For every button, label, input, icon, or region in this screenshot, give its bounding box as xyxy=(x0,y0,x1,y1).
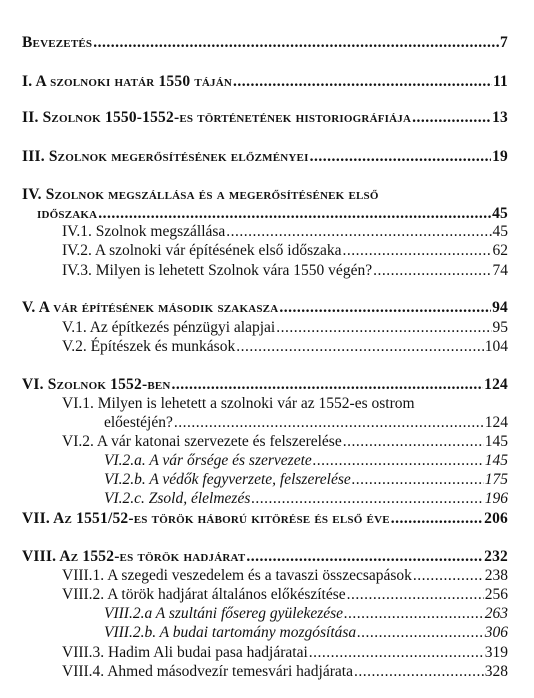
page-number: 263 xyxy=(484,605,508,622)
page-number: 256 xyxy=(484,586,508,603)
page-number: 104 xyxy=(484,338,508,355)
toc-entry[interactable] xyxy=(0,547,534,566)
toc-entry-title: VIII.3. Hadim Ali budai pasa hadjáratai xyxy=(62,644,308,661)
leader-dots xyxy=(354,662,484,681)
toc-entry-title: VI.2.c. Zsold, élelmezés xyxy=(104,490,251,507)
toc-entry-title: IV. Szolnok megszállása és a megerősítésének első xyxy=(22,186,379,203)
leader-dots xyxy=(246,547,483,566)
toc-entry[interactable] xyxy=(0,318,534,337)
page-number: 328 xyxy=(484,663,508,680)
toc-entry[interactable] xyxy=(0,108,534,127)
leader-dots xyxy=(413,566,484,585)
page-number: 11 xyxy=(492,73,508,90)
page-number: 74 xyxy=(492,262,508,279)
toc-entry[interactable] xyxy=(0,298,534,317)
page-number: 124 xyxy=(484,414,508,431)
leader-dots xyxy=(172,375,484,394)
toc-entry-title: VIII.2.b. A budai tartomány mozgósítása xyxy=(104,624,357,641)
toc-entry-title: VII. Az 1551/52-es török háború kitörése és első éve xyxy=(22,510,390,527)
toc-entry[interactable] xyxy=(0,470,534,489)
page-number: 238 xyxy=(484,567,508,584)
toc-entry-title: VI.2.a. A vár őrsége és szervezete xyxy=(104,452,312,469)
toc-entry[interactable] xyxy=(0,261,534,280)
page-number: 62 xyxy=(492,242,508,259)
page-number: 19 xyxy=(492,148,508,165)
toc-entry-title: VIII. Az 1552-es török hadjárat xyxy=(22,548,246,565)
page-number: 232 xyxy=(484,548,508,565)
leader-dots xyxy=(174,413,484,432)
page-number: 145 xyxy=(484,433,508,450)
leader-dots xyxy=(347,585,484,604)
toc-entry[interactable] xyxy=(0,643,534,662)
page-number: 13 xyxy=(492,109,508,126)
toc-entry[interactable] xyxy=(0,375,534,394)
page-number: 306 xyxy=(484,624,508,641)
toc-entry-title: VI. Szolnok 1552-ben xyxy=(22,376,171,393)
leader-dots xyxy=(279,298,491,317)
leader-dots xyxy=(309,643,484,662)
leader-dots xyxy=(251,489,483,508)
toc-entry[interactable] xyxy=(0,451,534,470)
toc-entry[interactable] xyxy=(0,413,534,432)
toc-entry[interactable] xyxy=(0,509,534,528)
toc-entry-title: Bevezetés xyxy=(22,34,93,51)
toc-entry[interactable] xyxy=(0,72,534,91)
toc-entry[interactable] xyxy=(0,204,534,223)
toc-entry[interactable] xyxy=(0,604,534,623)
toc-entry-title: I. A szolnoki határ 1550 táján xyxy=(22,73,233,90)
toc-entry-title-continuation: előestéjén? xyxy=(104,414,173,431)
leader-dots xyxy=(310,147,492,166)
toc-entry[interactable] xyxy=(0,432,534,451)
leader-dots xyxy=(343,432,484,451)
leader-dots xyxy=(93,33,499,52)
toc-entry[interactable] xyxy=(0,489,534,508)
toc-entry[interactable] xyxy=(0,222,534,241)
toc-entry-title: IV.1. Szolnok megszállása xyxy=(62,223,226,240)
toc-entry[interactable] xyxy=(0,33,534,52)
toc-entry-title: V.1. Az építkezés pénzügyi alapjai xyxy=(62,319,276,336)
page-number: 45 xyxy=(492,223,508,240)
leader-dots xyxy=(226,222,491,241)
leader-dots xyxy=(373,261,491,280)
leader-dots xyxy=(276,318,491,337)
toc-entry-title: IV.2. A szolnoki vár építésének első időszaka xyxy=(62,242,342,259)
toc-entry[interactable] xyxy=(0,566,534,585)
toc-entry[interactable] xyxy=(0,585,534,604)
toc-entry-title: V.2. Építészek és munkások xyxy=(62,338,236,355)
toc-entry[interactable] xyxy=(0,623,534,642)
toc-entry-title: VIII.1. A szegedi veszedelem és a tavaszi összecsapások xyxy=(62,567,412,584)
toc-entry-title: VI.2. A vár katonai szervezete és felszerelése xyxy=(62,433,342,450)
toc-entry-title: VIII.2. A török hadjárat általános előkészítése xyxy=(62,586,346,603)
toc-entry-title: V. A vár építésének második szakasza xyxy=(22,299,279,316)
toc-entry-title: VI.2.b. A védők fegyverzete, felszerelése xyxy=(104,471,351,488)
toc-entry-title-continuation: időszaka xyxy=(37,205,98,222)
leader-dots xyxy=(344,604,484,623)
leader-dots xyxy=(412,108,491,127)
page-number: 95 xyxy=(492,319,508,336)
leader-dots xyxy=(236,337,484,356)
toc-entry[interactable] xyxy=(0,147,534,166)
page-number: 124 xyxy=(484,376,508,393)
leader-dots xyxy=(233,72,492,91)
toc-entry[interactable] xyxy=(0,662,534,681)
toc-entry-title: II. Szolnok 1550-1552-es történetének historiográfiája xyxy=(22,109,412,126)
leader-dots xyxy=(391,509,483,528)
page-number: 196 xyxy=(484,490,508,507)
toc-entry-title: IV.3. Milyen is lehetett Szolnok vára 1550 végén? xyxy=(62,262,373,279)
toc-entry-title: VIII.4. Ahmed másodvezír temesvári hadjárata xyxy=(62,663,353,680)
toc-entry-title: VI.1. Milyen is lehetett a szolnoki vár az 1552-es ostrom xyxy=(62,395,415,412)
toc-entry[interactable] xyxy=(0,241,534,260)
toc-entry-title: III. Szolnok megerősítésének előzményei xyxy=(22,148,309,165)
page-number: 145 xyxy=(484,452,508,469)
page-number: 45 xyxy=(492,205,508,222)
page-number: 94 xyxy=(492,299,508,316)
toc-entry-title: VIII.2.a A szultáni fősereg gyülekezése xyxy=(104,605,344,622)
leader-dots xyxy=(98,204,491,223)
page-number: 7 xyxy=(500,34,508,51)
page-number: 175 xyxy=(484,471,508,488)
page-number: 206 xyxy=(484,510,508,527)
toc-entry[interactable] xyxy=(0,337,534,356)
page-number: 319 xyxy=(484,644,508,661)
leader-dots xyxy=(343,241,492,260)
leader-dots xyxy=(357,623,484,642)
leader-dots xyxy=(313,451,484,470)
leader-dots xyxy=(352,470,484,489)
